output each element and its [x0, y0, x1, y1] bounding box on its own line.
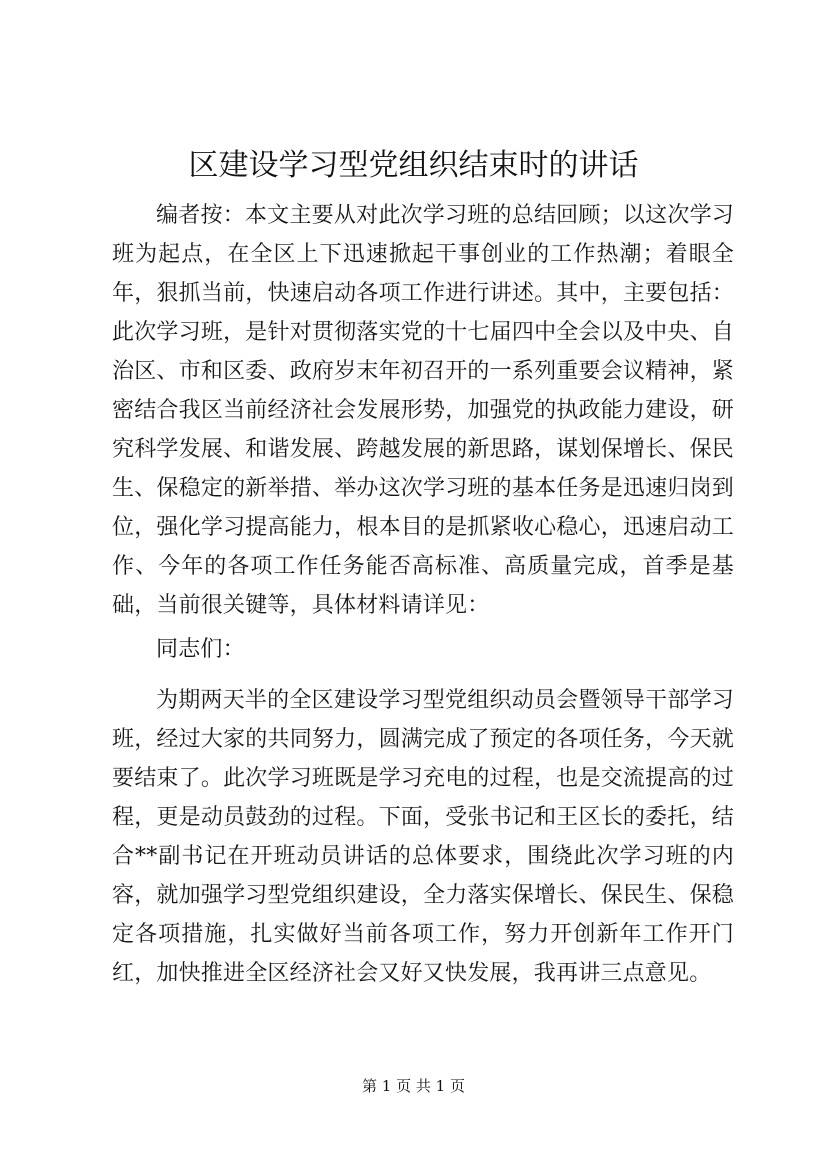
page-number-footer: 第 1 页 共 1 页	[362, 1077, 465, 1095]
salutation-line: 同志们：	[156, 637, 245, 662]
speech-paragraph: 为期两天半的全区建设学习型党组织动员会暨领导干部学习班，经过大家的共同努力，圆满完成了预定的各项任务，今天就要结束了。此次学习班既是学习充电的过程，也是交流提高的过程，更是动员鼓劲的过程。下面，受张书记和王区长的委托，结合**副书记在开班动员讲话的总体要求，围绕此次学习班的内容，就加强学习型党组织建设，全力落实保增长、保民生、保稳定各项措施，扎实做好当前各项工作，努力开创新年工作开门红，加快推进全区经济社会又好又快发展，我再讲三点意见。	[112, 688, 734, 986]
paragraph-spacer	[112, 669, 734, 681]
document-body	[112, 196, 734, 993]
document-title: 区建设学习型党组织结束时的讲话	[188, 148, 639, 183]
editor-note-paragraph: 编者按：本文主要从对此次学习班的总结回顾；以这次学习班为起点，在全区上下迅速掀起干事创业的工作热潮；着眼全年，狠抓当前，快速启动各项工作进行讲述。其中，主要包括：此次学习班，是针对贯彻落实党的十七届四中全会以及中央、自治区、市和区委、政府岁末年初召开的一系列重要会议精神，紧密结合我区当前经济社会发展形势，加强党的执政能力建设，研究科学发展、和谐发展、跨越发展的新思路，谋划保增长、保民生、保稳定的新举措、举办这次学习班的基本任务是迅速归岗到位，强化学习提高能力，根本目的是抓紧收心稳心，迅速启动工作、今年的各项工作任务能否高标准、高质量完成，首季是基础，当前很关键等，具体材料请详见：	[112, 203, 734, 618]
